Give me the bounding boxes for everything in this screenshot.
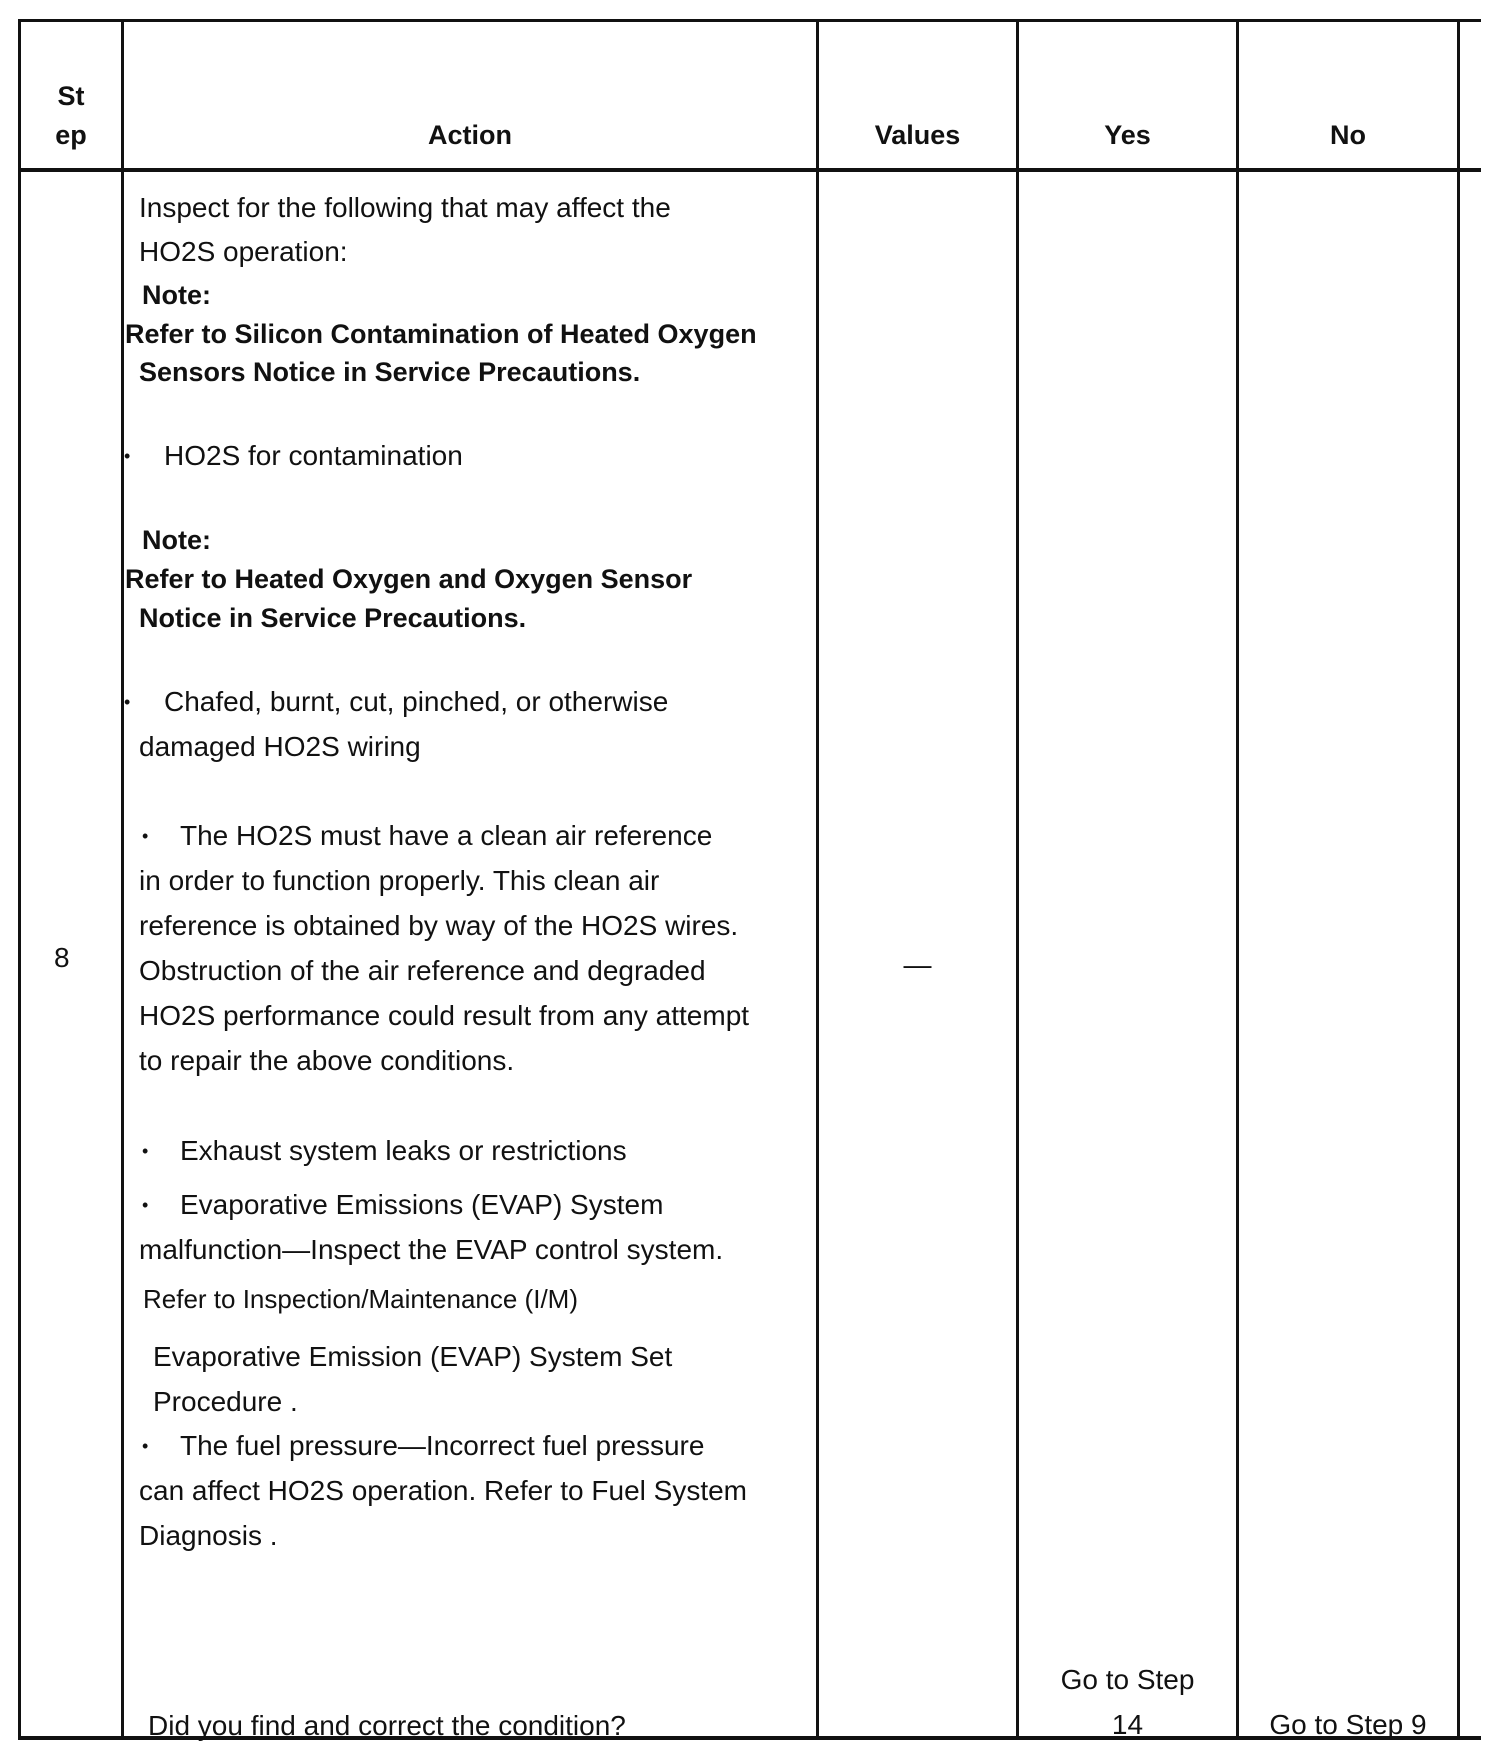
header-values: Values bbox=[874, 120, 961, 150]
bullet-icon: • bbox=[124, 692, 131, 712]
bullet-fuel-line3: Diagnosis . bbox=[139, 1520, 278, 1551]
bullet-fuel-line1: The fuel pressure—Incorrect fuel pressure bbox=[180, 1430, 705, 1461]
bullet-evap-line5: Procedure . bbox=[153, 1386, 298, 1417]
note1-label: Note: bbox=[142, 280, 211, 310]
bullet-air-line3: reference is obtained by way of the HO2S wires. bbox=[139, 910, 739, 941]
table-border-top bbox=[18, 19, 1481, 22]
bullet-air-line5: HO2S performance could result from any attempt bbox=[139, 1000, 750, 1031]
bullet-wiring-line2: damaged HO2S wiring bbox=[139, 731, 421, 762]
bullet-icon: • bbox=[142, 1436, 149, 1456]
header-divider bbox=[18, 168, 1481, 172]
note2-line1: Refer to Heated Oxygen and Oxygen Sensor bbox=[125, 564, 693, 594]
values-dash: — bbox=[903, 949, 932, 980]
note2-line2: Notice in Service Precautions. bbox=[139, 603, 527, 633]
header-no: No bbox=[1330, 120, 1366, 150]
bullet-air-line2: in order to function properly. This clean air bbox=[139, 865, 660, 896]
no-action: Go to Step 9 bbox=[1269, 1709, 1427, 1740]
header-step-line1: St bbox=[57, 81, 85, 111]
column-divider-step bbox=[121, 19, 124, 1740]
bullet-fuel-line2: can affect HO2S operation. Refer to Fuel System bbox=[139, 1475, 748, 1506]
column-divider-yes bbox=[1236, 19, 1239, 1740]
bullet-air-line1: The HO2S must have a clean air reference bbox=[180, 820, 713, 851]
bullet-air-line4: Obstruction of the air reference and degraded bbox=[139, 955, 706, 986]
action-intro-line1: Inspect for the following that may affect the bbox=[139, 192, 671, 223]
bullet-icon: • bbox=[142, 1141, 149, 1161]
header-step-line2: ep bbox=[55, 120, 87, 150]
bullet-icon: • bbox=[142, 826, 149, 846]
table-border-right bbox=[1457, 19, 1460, 1740]
note1-line1: Refer to Silicon Contamination of Heated Oxygen bbox=[125, 319, 757, 349]
note2-label: Note: bbox=[142, 525, 211, 555]
bullet-evap-line1: Evaporative Emissions (EVAP) System bbox=[180, 1189, 664, 1220]
yes-line2: 14 bbox=[1111, 1709, 1144, 1740]
step-number: 8 bbox=[54, 942, 70, 973]
bullet-evap-line4: Evaporative Emission (EVAP) System Set bbox=[153, 1341, 673, 1372]
column-divider-action bbox=[816, 19, 819, 1740]
yes-line1: Go to Step bbox=[1060, 1664, 1195, 1695]
bullet-air-line6: to repair the above conditions. bbox=[139, 1045, 515, 1076]
action-question: Did you find and correct the condition? bbox=[148, 1710, 626, 1741]
header-action: Action bbox=[428, 120, 512, 150]
header-yes: Yes bbox=[1104, 120, 1151, 150]
action-intro-line2: HO2S operation: bbox=[139, 236, 348, 267]
bullet-evap-line3: Refer to Inspection/Maintenance (I/M) bbox=[143, 1284, 578, 1314]
column-divider-values bbox=[1016, 19, 1019, 1740]
bullet-icon: • bbox=[142, 1195, 149, 1215]
bullet-exhaust: Exhaust system leaks or restrictions bbox=[180, 1135, 627, 1166]
table-border-left bbox=[18, 19, 21, 1740]
bullet-icon: • bbox=[124, 446, 131, 466]
bullet-contamination: HO2S for contamination bbox=[164, 440, 463, 471]
bullet-wiring-line1: Chafed, burnt, cut, pinched, or otherwise bbox=[164, 686, 669, 717]
bullet-evap-line2: malfunction—Inspect the EVAP control system. bbox=[139, 1234, 724, 1265]
note1-line2: Sensors Notice in Service Precautions. bbox=[139, 357, 641, 387]
